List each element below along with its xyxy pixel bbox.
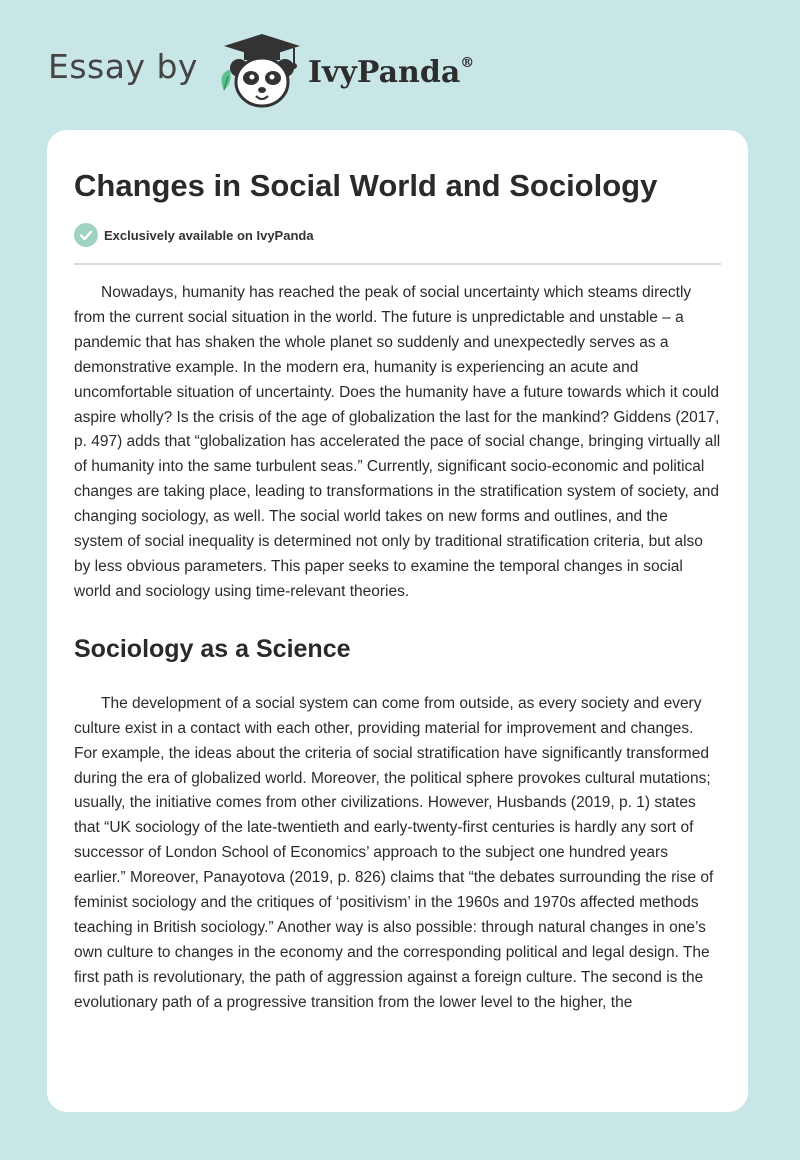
brand-prefix: Essay by — [48, 46, 198, 86]
brand-name-text: IvyPanda — [307, 54, 461, 90]
panda-graduate-icon[interactable] — [214, 30, 302, 110]
paragraph-intro: Nowadays, humanity has reached the peak of social uncertainty which steams directly from the current social situation in the world. The future is unpredictable and unstable – a pandemic that has shaken the whole planet so suddenly and unexpectedly serves as a demonstrative example. In the modern era, humanity is experiencing an acute and uncomfortable situation of uncertainty. Does the humanity have a future towards which it could aspire wholly? Is the crisis of the age of globalization the last for the mankind? Giddens (2017, p. 497) adds that “globalization has accelerated the pace of social change, bringing virtually all of humanity into the same turbulent seas.” Currently, significant socio-economic and political changes are taking place, leading to transformations in the stratification system of society, and changing sociology, as well. The social world takes on new forms and outlines, and the system of social inequality is determined not only by traditional stratification criteria, but also by less obvious parameters. This paper seeks to examine the temporal changes in social world and sociology using time-relevant theories. — [74, 284, 721, 600]
site-header — [48, 30, 474, 110]
essay-card — [47, 130, 748, 1112]
check-icon — [74, 223, 98, 247]
page-title: Changes in Social World and Sociology — [74, 168, 658, 203]
section-heading: Sociology as a Science — [74, 634, 351, 663]
registered-mark: ® — [460, 54, 475, 71]
brand-name[interactable] — [308, 55, 474, 90]
badge-text: Exclusively available on IvyPanda — [104, 227, 314, 243]
divider — [74, 263, 721, 265]
paragraph-sociology-science: The development of a social system can come from outside, as every society and every culture exist in a contact with each other, providing material for improvement and changes. For example, the ideas about the criteria of social stratification have significantly transformed during the era of globalized world. Moreover, the political sphere provokes cultural mutations; usually, the initiative comes from other civilizations. However, Husbands (2019, p. 1) states that “UK sociology of the late-twentieth and early-twenty-first centuries is hardly any sort of successor of London School of Economics’ approach to the subject one hundred years earlier.” Moreover, Panayotova (2019, p. 826) claims that “the debates surrounding the rise of feminist sociology and the critiques of ‘positivism’ in the 1960s and 1970s affected methods teaching in British sociology.” Another way is also possible: through natural changes in one’s own culture to changes in the economy and the corresponding political and legal design. The first path is revolutionary, the path of aggression against a foreign culture. The second is the evolutionary path of a progressive transition from the lower level to the higher, the — [74, 694, 714, 1011]
exclusive-badge — [74, 222, 721, 248]
